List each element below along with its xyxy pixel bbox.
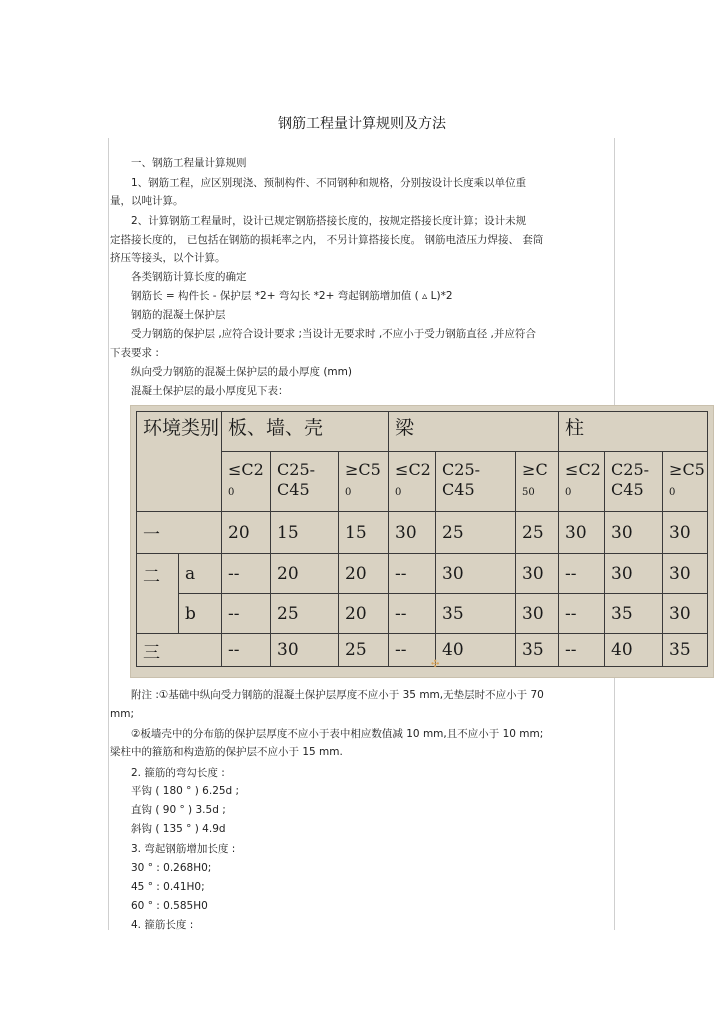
header-column: 柱 (559, 412, 708, 452)
note-line: 梁柱中的箍筋和构造筋的保护层不应小于 15 mm. (110, 746, 343, 758)
value-cell: 35 (605, 594, 663, 634)
grade-cell: ≤C2 0 (222, 452, 271, 512)
grade-cell: ≤C2 0 (559, 452, 605, 512)
note-line: 2. 箍筋的弯勾长度 : (131, 767, 225, 779)
grade-cell: ≥C5 0 (339, 452, 389, 512)
value-cell: 30 (436, 554, 516, 594)
note-line: 4. 箍筋长度 : (131, 919, 194, 931)
note-line: ②板墙壳中的分布筋的保护层厚度不应小于表中相应数值减 10 mm,且不应小于 10 mm; (131, 728, 544, 740)
value-cell: -- (222, 594, 271, 634)
text-line: 挤压等接头，以个计算。 (110, 252, 226, 264)
note-line: 附注 :①基础中纵向受力钢筋的混凝土保护层厚度不应小于 35 mm,无垫层时不应小于 70 (131, 689, 544, 701)
value-cell: 30 (389, 512, 436, 554)
note-line: 45 ° : 0.41H0; (131, 881, 205, 893)
value-cell: 25 (516, 512, 559, 554)
value-cell: 15 (339, 512, 389, 554)
text-line: 2、计算钢筋工程量时，设计已规定钢筋搭接长度的，按规定搭接长度计算；设计未规 (131, 215, 527, 227)
text-line: 一、钢筋工程量计算规则 (131, 157, 247, 169)
header-slab-wall-shell: 板、墙、壳 (222, 412, 389, 452)
value-cell: 25 (271, 594, 339, 634)
sub-env-cell: a (179, 554, 222, 594)
value-cell: 30 (516, 594, 559, 634)
grade-cell: ≥C5 0 (663, 452, 708, 512)
text-line: 量，以吨计算。 (110, 195, 184, 207)
text-line: 各类钢筋计算长度的确定 (131, 271, 247, 283)
env-cell: 二 (137, 554, 179, 634)
value-cell: 25 (436, 512, 516, 554)
image-anchor-icon: ✣ (431, 659, 440, 670)
value-cell: -- (389, 554, 436, 594)
text-line: 定搭接长度的， 已包括在钢筋的损耗率之内， 不另计算搭接长度。 钢筋电渣压力焊接、 套筒 (110, 234, 544, 246)
value-cell: 35 (663, 634, 708, 667)
value-cell: 30 (559, 512, 605, 554)
value-cell: -- (389, 634, 436, 667)
text-line: 纵向受力钢筋的混凝土保护层的最小厚度 (mm) (131, 366, 352, 378)
note-line: 平钩 ( 180 ° ) 6.25d ; (131, 785, 240, 797)
env-cell: 三 (137, 634, 222, 667)
value-cell: 20 (339, 554, 389, 594)
value-cell: -- (559, 634, 605, 667)
page-title: 钢筋工程量计算规则及方法 (278, 116, 446, 132)
grade-cell: C25- C45 (271, 452, 339, 512)
value-cell: 30 (605, 554, 663, 594)
note-line: 3. 弯起钢筋增加长度 : (131, 843, 236, 855)
note-line: 直钩 ( 90 ° ) 3.5d ; (131, 804, 226, 816)
value-cell: 30 (663, 512, 708, 554)
text-line: 受力钢筋的保护层 ,应符合设计要求 ;当设计无要求时 ,不应小于受力钢筋直径 ,并应符合 (131, 328, 536, 340)
value-cell: -- (559, 554, 605, 594)
value-cell: -- (389, 594, 436, 634)
grade-cell: ≥C 50 (516, 452, 559, 512)
grade-cell: ≤C2 0 (389, 452, 436, 512)
value-cell: 30 (605, 512, 663, 554)
text-line: 1、钢筋工程，应区别现浇、预制构件、不同钢种和规格，分别按设计长度乘以单位重 (131, 177, 527, 189)
value-cell: 20 (271, 554, 339, 594)
header-env-class: 环境类别 (137, 412, 222, 512)
note-line: mm; (110, 708, 134, 720)
value-cell: 40 (436, 634, 516, 667)
header-beam: 梁 (389, 412, 559, 452)
value-cell: -- (222, 554, 271, 594)
left-margin-rule (108, 138, 109, 930)
cover-thickness-table-image (130, 405, 714, 678)
table-row (137, 594, 708, 634)
value-cell: 30 (516, 554, 559, 594)
table-row (137, 554, 708, 594)
text-line: 下表要求 : (110, 347, 159, 359)
value-cell: 15 (271, 512, 339, 554)
env-cell: 一 (137, 512, 222, 554)
table-row (137, 512, 708, 554)
value-cell: -- (559, 594, 605, 634)
text-line: 混凝土保护层的最小厚度见下表： (131, 385, 289, 397)
value-cell: 30 (663, 554, 708, 594)
value-cell: 35 (516, 634, 559, 667)
grade-cell: C25- C45 (605, 452, 663, 512)
grade-cell: C25- C45 (436, 452, 516, 512)
value-cell: 30 (663, 594, 708, 634)
value-cell: 30 (271, 634, 339, 667)
cover-thickness-table (136, 411, 708, 667)
formula-line: 钢筋长 = 构件长 - 保护层 *2+ 弯勾长 *2+ 弯起钢筋增加值 ( ▵ L)*2 (131, 290, 453, 302)
value-cell: 20 (222, 512, 271, 554)
text-line: 钢筋的混凝土保护层 (131, 309, 226, 321)
table-row (137, 634, 708, 667)
value-cell: 20 (339, 594, 389, 634)
note-line: 斜钩 ( 135 ° ) 4.9d (131, 823, 226, 835)
value-cell: -- (222, 634, 271, 667)
value-cell: 40 (605, 634, 663, 667)
note-line: 30 ° : 0.268H0; (131, 862, 212, 874)
note-line: 60 ° : 0.585H0 (131, 900, 208, 912)
value-cell: 35 (436, 594, 516, 634)
sub-env-cell: b (179, 594, 222, 634)
value-cell: 25 (339, 634, 389, 667)
